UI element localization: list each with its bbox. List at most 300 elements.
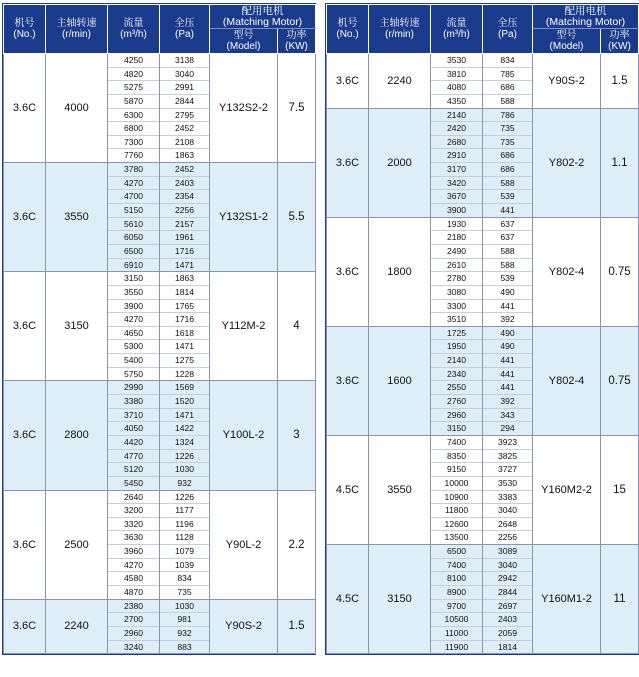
pressure-cell-value: 1030 xyxy=(160,463,209,477)
model-no-cell xyxy=(327,54,369,109)
speed-cell-text: 2000 xyxy=(387,156,412,169)
flow-cell-value: 4870 xyxy=(123,586,144,597)
speed-cell xyxy=(369,108,431,217)
flow-cell-value: 2550 xyxy=(431,381,482,395)
model-no-cell xyxy=(4,54,46,163)
flow-cell-value: 5400 xyxy=(108,354,159,368)
flow-cell xyxy=(431,108,483,217)
flow-cell-value: 1930 xyxy=(431,218,482,232)
motor-model-cell xyxy=(210,163,278,272)
pressure-cell xyxy=(160,272,210,381)
speed-cell-text: 2240 xyxy=(64,620,89,633)
model-no-cell xyxy=(4,163,46,272)
power-cell xyxy=(601,54,639,109)
pressure-cell-value: 932 xyxy=(177,477,192,488)
flow-cell-value: 8100 xyxy=(431,572,482,586)
pressure-cell-value: 834 xyxy=(483,54,532,68)
pressure-cell-value: 735 xyxy=(483,122,532,136)
flow-cell-value: 3150 xyxy=(108,272,159,286)
pressure-cell-value: 588 xyxy=(483,177,532,191)
speed-cell-text: 1600 xyxy=(387,374,412,387)
pressure-cell-value: 1226 xyxy=(160,450,209,464)
pressure-cell-value: 294 xyxy=(500,423,515,434)
flow-cell-value: 2680 xyxy=(431,136,482,150)
pressure-cell-value: 3530 xyxy=(483,477,532,491)
pressure-cell xyxy=(160,490,210,599)
motor-model-cell xyxy=(533,545,601,654)
flow-cell-value: 3510 xyxy=(446,314,467,325)
power-cell-text: 0.75 xyxy=(608,265,631,278)
speed-cell-text: 2800 xyxy=(64,429,89,442)
flow-cell-value: 6500 xyxy=(431,545,482,559)
flow-cell-value: 2640 xyxy=(108,491,159,505)
flow-cell-value: 4270 xyxy=(108,177,159,191)
power-cell xyxy=(278,272,316,381)
pressure-cell-value: 441 xyxy=(483,354,532,368)
flow-cell-value: 5450 xyxy=(123,477,144,488)
motor-model-cell-text: Y90S-2 xyxy=(225,620,262,633)
flow-cell-value: 8900 xyxy=(431,586,482,600)
pressure-cell-value: 1275 xyxy=(160,354,209,368)
pressure-cell-value: 3923 xyxy=(483,436,532,450)
model-no-cell-text: 3.6C xyxy=(12,320,37,333)
flow-cell-value: 7400 xyxy=(431,559,482,573)
pressure-cell-value: 686 xyxy=(483,81,532,95)
motor-model-cell-text: Y132S2-2 xyxy=(219,102,268,115)
model-no-cell-text: 3.6C xyxy=(335,374,360,387)
header-motor-model: 型号 (Model) xyxy=(533,29,601,54)
flow-cell-value: 5120 xyxy=(108,463,159,477)
motor-model-cell xyxy=(210,272,278,381)
fan-group-row xyxy=(4,54,316,163)
pressure-cell-value: 2452 xyxy=(160,122,209,136)
pressure-cell-value: 588 xyxy=(483,259,532,273)
flow-cell-value: 2700 xyxy=(108,613,159,627)
pressure-cell-value: 3825 xyxy=(483,450,532,464)
pressure-cell xyxy=(160,54,210,163)
flow-cell-value: 8350 xyxy=(431,450,482,464)
pressure-cell-value: 1520 xyxy=(160,395,209,409)
pressure-cell xyxy=(483,54,533,109)
flow-cell-value: 1725 xyxy=(431,327,482,341)
left-spec-table-panel xyxy=(2,3,316,655)
pressure-cell-value: 588 xyxy=(483,245,532,259)
flow-cell-value: 2780 xyxy=(431,272,482,286)
flow-cell-value: 4820 xyxy=(108,68,159,82)
header-model-no: 机号 (No.) xyxy=(4,5,46,54)
fan-group-row xyxy=(327,108,639,217)
flow-cell-value: 5300 xyxy=(108,340,159,354)
model-no-cell-text: 4.5C xyxy=(335,593,360,606)
pressure-cell-value: 3727 xyxy=(483,463,532,477)
speed-cell xyxy=(369,54,431,109)
pressure-cell-value: 1226 xyxy=(160,491,209,505)
right-spec-table xyxy=(326,4,639,654)
flow-cell xyxy=(108,54,160,163)
pressure-cell-value: 1569 xyxy=(160,381,209,395)
pressure-cell-value: 981 xyxy=(160,613,209,627)
flow-cell-value: 13500 xyxy=(444,532,469,543)
fan-group-row xyxy=(327,217,639,326)
pressure-cell-value: 1079 xyxy=(160,545,209,559)
model-no-cell-text: 3.6C xyxy=(335,74,360,87)
pressure-cell-value: 735 xyxy=(177,586,192,597)
pressure-cell-value: 1471 xyxy=(160,340,209,354)
pressure-cell-value: 786 xyxy=(483,109,532,123)
flow-cell-value: 3780 xyxy=(108,163,159,177)
flow-cell-value: 4050 xyxy=(108,422,159,436)
flow-cell-value: 10500 xyxy=(431,613,482,627)
motor-model-cell xyxy=(210,381,278,490)
flow-cell xyxy=(108,163,160,272)
flow-cell-value: 5150 xyxy=(108,204,159,218)
flow-cell-value: 4080 xyxy=(431,81,482,95)
pressure-cell-value: 1177 xyxy=(160,504,209,518)
flow-cell-value: 3900 xyxy=(108,300,159,314)
right-spec-table-panel xyxy=(325,3,639,655)
power-cell-text: 7.5 xyxy=(288,102,305,115)
pressure-cell-value: 441 xyxy=(500,205,515,216)
pressure-cell-value: 1128 xyxy=(160,531,209,545)
header-pressure: 全压 (Pa) xyxy=(160,5,210,54)
motor-model-cell-text: Y160M2-2 xyxy=(541,484,592,496)
pressure-cell-value: 2256 xyxy=(497,532,518,543)
motor-model-cell xyxy=(210,599,278,654)
model-no-cell-text: 3.6C xyxy=(12,538,37,551)
flow-cell-value: 3380 xyxy=(108,395,159,409)
pressure-cell xyxy=(483,326,533,435)
flow-cell-value: 2140 xyxy=(431,109,482,123)
header-matching-motor: 配用电机 (Matching Motor) xyxy=(210,5,316,29)
flow-cell-value: 3960 xyxy=(108,545,159,559)
flow-cell-value: 10900 xyxy=(431,491,482,505)
flow-cell-value: 3150 xyxy=(446,423,467,434)
motor-model-cell xyxy=(533,54,601,109)
fan-group-row xyxy=(4,272,316,381)
power-cell xyxy=(278,599,316,654)
header-power: 功率 (KW) xyxy=(601,29,639,54)
power-cell-text: 3 xyxy=(293,429,300,442)
header-flow: 流量 (m³/h) xyxy=(108,5,160,54)
power-cell-text: 1.5 xyxy=(288,620,305,633)
power-cell xyxy=(601,435,639,544)
model-no-cell xyxy=(327,326,369,435)
flow-cell-value: 4270 xyxy=(108,313,159,327)
flow-cell-value: 2910 xyxy=(431,149,482,163)
flow-cell-value: 9150 xyxy=(431,463,482,477)
pressure-cell-value: 3138 xyxy=(160,54,209,68)
flow-cell-value: 12600 xyxy=(431,518,482,532)
flow-cell-value: 11000 xyxy=(431,627,482,641)
pressure-cell-value: 392 xyxy=(483,395,532,409)
motor-model-cell-text: Y802-2 xyxy=(548,156,585,169)
motor-model-cell-text: Y160M1-2 xyxy=(541,593,592,606)
pressure-cell-value: 1863 xyxy=(160,272,209,286)
pressure-cell-value: 2157 xyxy=(160,218,209,232)
header-speed: 主轴转速 (r/min) xyxy=(46,5,108,54)
speed-cell xyxy=(369,545,431,654)
pressure-cell-value: 1814 xyxy=(497,641,518,652)
pressure-cell xyxy=(483,545,533,654)
flow-cell xyxy=(431,435,483,544)
flow-cell-value: 4420 xyxy=(108,436,159,450)
flow-cell-value: 11900 xyxy=(444,641,469,652)
flow-cell-value: 7760 xyxy=(123,150,144,161)
speed-cell xyxy=(46,599,108,654)
header-matching-motor: 配用电机 (Matching Motor) xyxy=(533,5,639,29)
power-cell-text: 4 xyxy=(293,320,300,333)
flow-cell-value: 7300 xyxy=(108,136,159,150)
flow-cell-value: 3530 xyxy=(431,54,482,68)
flow-cell-value: 2960 xyxy=(108,627,159,641)
power-cell-text: 11 xyxy=(613,593,626,606)
flow-cell-value: 2180 xyxy=(431,231,482,245)
pressure-cell-value: 1765 xyxy=(160,300,209,314)
flow-cell-value: 10000 xyxy=(431,477,482,491)
model-no-cell xyxy=(4,381,46,490)
motor-model-cell xyxy=(533,108,601,217)
pressure-cell-value: 588 xyxy=(500,95,515,106)
flow-cell-value: 3240 xyxy=(123,641,144,652)
flow-cell-value: 4770 xyxy=(108,450,159,464)
flow-cell-value: 3900 xyxy=(446,205,467,216)
pressure-cell-value: 1030 xyxy=(160,600,209,614)
pressure-cell-value: 392 xyxy=(500,314,515,325)
motor-model-cell xyxy=(533,217,601,326)
pressure-cell-value: 1716 xyxy=(160,245,209,259)
flow-cell-value: 2140 xyxy=(431,354,482,368)
flow-cell-value: 2610 xyxy=(431,259,482,273)
model-no-cell xyxy=(327,435,369,544)
motor-model-cell-text: Y132S1-2 xyxy=(219,211,268,224)
header-model-no: 机号 (No.) xyxy=(327,5,369,54)
speed-cell-text: 1800 xyxy=(387,265,412,278)
flow-cell-value: 2960 xyxy=(431,409,482,423)
flow-cell-value: 6910 xyxy=(123,259,144,270)
flow-cell-value: 3630 xyxy=(108,531,159,545)
pressure-cell-value: 1324 xyxy=(160,436,209,450)
pressure-cell xyxy=(483,108,533,217)
speed-cell-text: 3150 xyxy=(64,320,89,333)
power-cell-text: 15 xyxy=(613,484,626,496)
model-no-cell xyxy=(4,490,46,599)
pressure-cell-value: 637 xyxy=(483,218,532,232)
pressure-cell-value: 686 xyxy=(483,149,532,163)
flow-cell-value: 5610 xyxy=(108,218,159,232)
model-no-cell-text: 3.6C xyxy=(335,156,360,169)
header-flow: 流量 (m³/h) xyxy=(431,5,483,54)
pressure-cell-value: 490 xyxy=(483,327,532,341)
power-cell-text: 5.5 xyxy=(288,211,305,224)
pressure-cell-value: 2844 xyxy=(483,586,532,600)
flow-cell xyxy=(108,599,160,654)
flow-cell-value: 3300 xyxy=(431,300,482,314)
speed-cell-text: 2240 xyxy=(387,74,412,87)
pressure-cell xyxy=(483,217,533,326)
flow-cell xyxy=(431,217,483,326)
pressure-cell-value: 2354 xyxy=(160,190,209,204)
flow-cell-value: 4700 xyxy=(108,190,159,204)
model-no-cell-text: 3.6C xyxy=(12,102,37,115)
pressure-cell-value: 834 xyxy=(160,572,209,586)
pressure-cell xyxy=(160,599,210,654)
pressure-cell-value: 2403 xyxy=(483,613,532,627)
flow-cell-value: 3170 xyxy=(431,163,482,177)
fan-group-row xyxy=(4,381,316,490)
flow-cell-value: 2490 xyxy=(431,245,482,259)
fan-group-row xyxy=(327,435,639,544)
speed-cell xyxy=(46,381,108,490)
power-cell xyxy=(601,108,639,217)
flow-cell-value: 1950 xyxy=(431,340,482,354)
flow-cell-value: 6050 xyxy=(108,231,159,245)
pressure-cell-value: 1196 xyxy=(160,518,209,532)
flow-cell-value: 5750 xyxy=(123,368,144,379)
pressure-cell-value: 3040 xyxy=(160,68,209,82)
flow-cell-value: 3710 xyxy=(108,409,159,423)
pressure-cell-value: 1228 xyxy=(174,368,195,379)
pressure-cell-value: 2991 xyxy=(160,81,209,95)
speed-cell xyxy=(46,272,108,381)
pressure-cell-value: 2108 xyxy=(160,136,209,150)
speed-cell-text: 3550 xyxy=(64,211,89,224)
flow-cell-value: 7400 xyxy=(431,436,482,450)
power-cell-text: 1.5 xyxy=(611,74,628,87)
flow-cell-value: 2340 xyxy=(431,368,482,382)
flow-cell xyxy=(108,272,160,381)
power-cell xyxy=(278,490,316,599)
flow-cell-value: 4580 xyxy=(108,572,159,586)
pressure-cell-value: 3383 xyxy=(483,491,532,505)
motor-model-cell-text: Y112M-2 xyxy=(221,320,266,333)
pressure-cell-value: 3040 xyxy=(483,504,532,518)
fan-group-row xyxy=(4,163,316,272)
pressure-cell-value: 441 xyxy=(483,368,532,382)
model-no-cell-text: 3.6C xyxy=(12,620,37,633)
motor-model-cell xyxy=(210,490,278,599)
pressure-cell-value: 1422 xyxy=(160,422,209,436)
fan-group-row xyxy=(327,326,639,435)
power-cell-text: 0.75 xyxy=(608,374,631,387)
flow-cell-value: 6300 xyxy=(108,109,159,123)
flow-cell-value: 9700 xyxy=(431,600,482,614)
flow-cell-value: 3080 xyxy=(431,286,482,300)
power-cell xyxy=(278,381,316,490)
pressure-cell-value: 735 xyxy=(483,136,532,150)
pressure-cell-value: 3040 xyxy=(483,559,532,573)
power-cell-text: 2.2 xyxy=(288,538,305,551)
model-no-cell xyxy=(327,108,369,217)
flow-cell xyxy=(431,54,483,109)
pressure-cell-value: 539 xyxy=(483,272,532,286)
pressure-cell-value: 1716 xyxy=(160,313,209,327)
power-cell-text: 1.1 xyxy=(611,156,628,169)
pressure-cell-value: 441 xyxy=(483,300,532,314)
pressure-cell-value: 2844 xyxy=(160,95,209,109)
model-no-cell xyxy=(327,217,369,326)
flow-cell-value: 3200 xyxy=(108,504,159,518)
flow-cell xyxy=(431,326,483,435)
motor-model-cell-text: Y90L-2 xyxy=(225,538,262,551)
flow-cell-value: 4250 xyxy=(108,54,159,68)
fan-group-row xyxy=(327,54,639,109)
flow-cell-value: 2380 xyxy=(108,600,159,614)
flow-cell xyxy=(108,490,160,599)
speed-cell xyxy=(369,435,431,544)
pressure-cell-value: 1814 xyxy=(160,286,209,300)
pressure-cell-value: 883 xyxy=(177,641,192,652)
pressure-cell-value: 1863 xyxy=(174,150,195,161)
model-no-cell xyxy=(4,599,46,654)
pressure-cell-value: 490 xyxy=(483,286,532,300)
pressure-cell xyxy=(483,435,533,544)
flow-cell-value: 5870 xyxy=(108,95,159,109)
flow-cell-value: 5275 xyxy=(108,81,159,95)
pressure-cell xyxy=(160,381,210,490)
flow-cell-value: 3810 xyxy=(431,68,482,82)
model-no-cell-text: 4.5C xyxy=(335,484,360,496)
speed-cell xyxy=(369,217,431,326)
pressure-cell-value: 1039 xyxy=(160,559,209,573)
motor-model-cell-text: Y802-4 xyxy=(548,265,585,278)
pressure-cell-value: 2795 xyxy=(160,109,209,123)
flow-cell-value: 2990 xyxy=(108,381,159,395)
pressure-cell-value: 785 xyxy=(483,68,532,82)
flow-cell-value: 6800 xyxy=(108,122,159,136)
power-cell xyxy=(601,545,639,654)
pressure-cell-value: 441 xyxy=(483,381,532,395)
motor-model-cell-text: Y100L-2 xyxy=(222,429,265,442)
pressure-cell-value: 490 xyxy=(483,340,532,354)
pressure-cell-value: 2403 xyxy=(160,177,209,191)
pressure-cell-value: 2697 xyxy=(483,600,532,614)
model-no-cell-text: 3.6C xyxy=(12,429,37,442)
model-no-cell xyxy=(327,545,369,654)
model-no-cell-text: 3.6C xyxy=(12,211,37,224)
pressure-cell-value: 637 xyxy=(483,231,532,245)
pressure-cell-value: 686 xyxy=(483,163,532,177)
power-cell xyxy=(278,54,316,163)
motor-model-cell-text: Y802-4 xyxy=(548,374,585,387)
power-cell xyxy=(601,217,639,326)
flow-cell-value: 3550 xyxy=(108,286,159,300)
pressure-cell-value: 539 xyxy=(483,190,532,204)
fan-group-row xyxy=(4,599,316,654)
flow-cell-value: 2420 xyxy=(431,122,482,136)
pressure-cell-value: 932 xyxy=(160,627,209,641)
power-cell xyxy=(601,326,639,435)
flow-cell-value: 3670 xyxy=(431,190,482,204)
flow-cell xyxy=(431,545,483,654)
pressure-cell-value: 2059 xyxy=(483,627,532,641)
motor-model-cell xyxy=(210,54,278,163)
pressure-cell-value: 3089 xyxy=(483,545,532,559)
pressure-cell-value: 1471 xyxy=(160,409,209,423)
model-no-cell xyxy=(4,272,46,381)
fan-group-row xyxy=(327,545,639,654)
left-spec-table xyxy=(3,4,316,654)
pressure-cell-value: 1618 xyxy=(160,327,209,341)
header-pressure: 全压 (Pa) xyxy=(483,5,533,54)
model-no-cell-text: 3.6C xyxy=(335,265,360,278)
fan-group-row xyxy=(4,490,316,599)
pressure-cell-value: 2942 xyxy=(483,572,532,586)
flow-cell xyxy=(108,381,160,490)
motor-model-cell xyxy=(533,326,601,435)
pressure-cell xyxy=(160,163,210,272)
flow-cell-value: 3320 xyxy=(108,518,159,532)
speed-cell xyxy=(46,54,108,163)
